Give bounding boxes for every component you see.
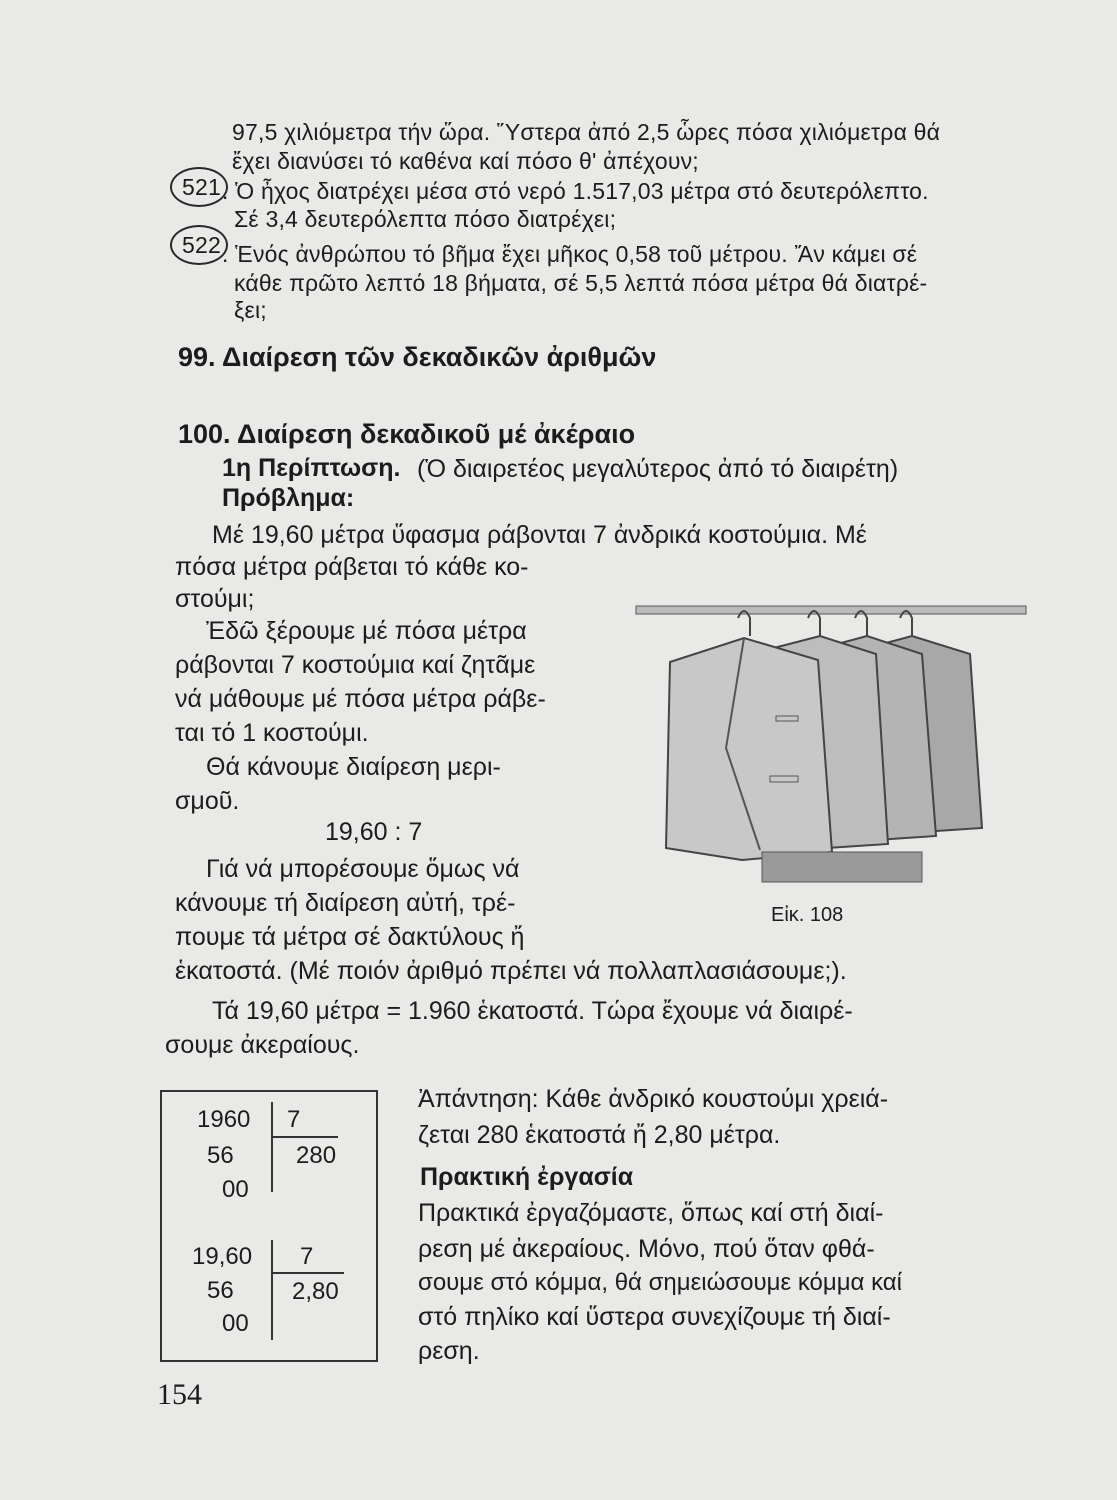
division-bar bbox=[271, 1102, 273, 1192]
remainder: 00 bbox=[222, 1310, 249, 1337]
problem-label: Πρόβλημα: bbox=[222, 484, 355, 512]
body-line: νά μάθουμε μέ πόσα μέτρα ράβε- bbox=[175, 685, 546, 713]
division-bar bbox=[272, 1272, 344, 1274]
answer-line: Ἀπάντηση: Κάθε ἀνδρικό κουστούμι χρειά- bbox=[418, 1085, 889, 1113]
body-line: Τά 19,60 μέτρα = 1.960 ἑκατοστά. Τώρα ἔχουμε νά διαιρέ- bbox=[212, 997, 853, 1025]
trousers bbox=[762, 852, 922, 882]
figure-caption: Εἰκ. 108 bbox=[771, 904, 844, 926]
exercise-number: 521 bbox=[182, 174, 221, 200]
practical-line: σουμε στό κόμμα, θά σημειώσουμε κόμμα καί bbox=[418, 1269, 903, 1296]
quotient: 280 bbox=[296, 1142, 337, 1169]
body-line: Ἐδῶ ξέρουμε μέ πόσα μέτρα bbox=[206, 617, 527, 645]
divisor: 7 bbox=[300, 1243, 314, 1270]
exercise-line: . Ἑνός ἀνθρώπου τό βῆμα ἔχει μῆκος 0,58 τοῦ μέτρου. Ἄν κάμει σέ bbox=[222, 241, 918, 267]
division-box bbox=[160, 1090, 378, 1362]
body-line: σμοῦ. bbox=[175, 787, 240, 815]
exercise-line: 97,5 χιλιόμετρα τήν ὥρα. Ὕστερα ἀπό 2,5 ὧρες πόσα χιλιόμετρα θά bbox=[232, 119, 941, 145]
body-line: ἑκατοστά. (Μέ ποιόν ἀριθμό πρέπει νά πολλαπλασιάσουμε;). bbox=[175, 957, 847, 985]
body-line: πόσα μέτρα ράβεται τό κάθε κο- bbox=[175, 553, 529, 581]
partial-product: 56 bbox=[207, 1142, 234, 1169]
division-bar bbox=[271, 1240, 273, 1340]
body-line: Θά κάνουμε διαίρεση μερι- bbox=[206, 753, 501, 781]
body-line: ται τό 1 κοστούμι. bbox=[175, 719, 369, 747]
body-line: Μέ 19,60 μέτρα ὕφασμα ράβονται 7 ἀνδρικά κοστούμια. Μέ bbox=[212, 521, 867, 549]
practical-title: Πρακτική ἐργασία bbox=[420, 1163, 634, 1191]
exercise-line: ἔχει διανύσει τό καθένα καί πόσο θ' ἀπέχουν; bbox=[232, 148, 699, 174]
suits-illustration bbox=[630, 598, 1030, 888]
quotient: 2,80 bbox=[292, 1278, 339, 1305]
division-bar bbox=[272, 1136, 338, 1138]
remainder: 00 bbox=[222, 1176, 249, 1203]
body-line: σουμε ἀκεραίους. bbox=[165, 1031, 360, 1059]
exercise-line: κάθε πρῶτο λεπτό 18 βήματα, σέ 5,5 λεπτά πόσα μέτρα θά διατρέ- bbox=[234, 270, 928, 296]
case-note: (Ὁ διαιρετέος μεγαλύτερος ἀπό τό διαιρέτη) bbox=[417, 455, 899, 483]
exercise-line: ξει; bbox=[234, 297, 267, 323]
clothes-rail bbox=[636, 606, 1026, 614]
partial-product: 56 bbox=[207, 1277, 234, 1304]
body-line: Γιά νά μπορέσουμε ὅμως νά bbox=[206, 855, 520, 883]
practical-line: ρεση. bbox=[418, 1337, 480, 1365]
case-title: 1η Περίπτωση. bbox=[222, 454, 401, 482]
practical-line: Πρακτικά ἐργαζόμαστε, ὅπως καί στή διαί- bbox=[418, 1199, 884, 1227]
body-line: κάνουμε τή διαίρεση αὐτή, τρέ- bbox=[175, 889, 516, 917]
answer-line: ζεται 280 ἑκατοστά ἤ 2,80 μέτρα. bbox=[418, 1121, 781, 1149]
exercise-line: Σέ 3,4 δευτερόλεπτα πόσο διατρέχει; bbox=[234, 206, 617, 232]
division-expression: 19,60 : 7 bbox=[325, 818, 423, 846]
exercise-line: . Ὁ ἦχος διατρέχει μέσα στό νερό 1.517,03 μέτρα στό δευτερόλεπτο. bbox=[222, 178, 929, 204]
practical-line: ρεση μέ ἀκεραίους. Μόνο, πού ὅταν φθά- bbox=[418, 1235, 875, 1263]
section-heading-99: 99. Διαίρεση τῶν δεκαδικῶν ἀριθμῶν bbox=[178, 342, 657, 372]
practical-line: στό πηλίκο καί ὕστερα συνεχίζουμε τή διαί- bbox=[418, 1303, 891, 1331]
divisor: 7 bbox=[287, 1106, 301, 1133]
page-number: 154 bbox=[157, 1378, 202, 1411]
dividend: 1960 bbox=[197, 1106, 251, 1133]
body-line: ράβονται 7 κοστούμια καί ζητᾶμε bbox=[175, 651, 536, 679]
exercise-number: 522 bbox=[182, 232, 221, 258]
section-heading-100: 100. Διαίρεση δεκαδικοῦ μέ ἀκέραιο bbox=[178, 419, 636, 449]
dividend: 19,60 bbox=[192, 1243, 253, 1270]
body-line: στούμι; bbox=[175, 585, 255, 613]
body-line: πουμε τά μέτρα σέ δακτύλους ἤ bbox=[175, 923, 525, 951]
